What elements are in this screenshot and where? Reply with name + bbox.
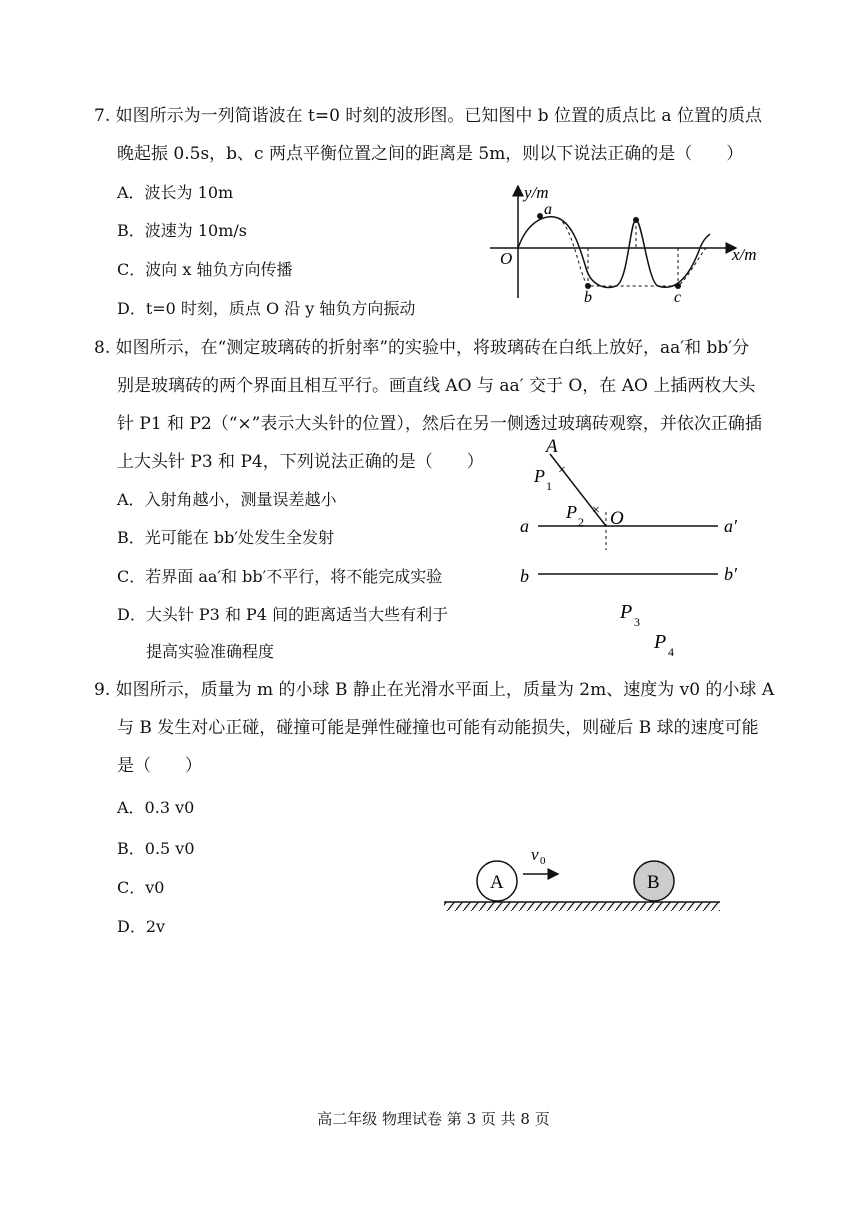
q8-option-d: D．大头针 P3 和 P4 间的距离适当大些有利于 (117, 605, 449, 624)
q9-ball-a-label: A (490, 872, 504, 893)
page-footer: 高二年级 物理试卷 第 3 页 共 8 页 (317, 1110, 550, 1128)
q8-glass-figure (508, 434, 768, 664)
q7-origin-label: O (500, 249, 513, 268)
q8-stem-line-4: 上大头针 P3 和 P4，下列说法正确的是（ ） (117, 452, 484, 472)
q7-y-label: y/m (524, 183, 549, 202)
q7-option-b: B．波速为 10m/s (117, 221, 247, 240)
q8-label-P3-sub: 3 (634, 615, 640, 629)
q7-stem-line-2: 晚起振 0.5s，b、c 两点平衡位置之间的距离是 5m，则以下说法正确的是（ ） (117, 144, 744, 164)
q8-label-b: b (520, 566, 529, 586)
q7-option-a: A．波长为 10m (117, 183, 234, 202)
q8-label-b-prime: b′ (724, 564, 737, 584)
q8-stem-line-3: 针 P1 和 P2（“×”表示大头针的位置），然后在另一侧透过玻璃砖观察，并依次正确插 (117, 414, 762, 434)
q8-option-a: A．入射角越小，测量误差越小 (117, 490, 337, 509)
q8-label-P2-sub: 2 (578, 515, 584, 529)
q9-velocity-label: v (531, 845, 539, 864)
q9-stem-line-3: 是（ ） (117, 756, 202, 776)
q8-stem-line-2: 别是玻璃砖的两个界面且相互平行。画直线 AO 与 aa′ 交于 O，在 AO 上插两枚大头 (117, 376, 756, 396)
q9-option-c: C．v0 (117, 878, 165, 897)
q8-stem-line-1: 8. 如图所示，在“测定玻璃砖的折射率”的实验中，将玻璃砖在白纸上放好，aa′和 bb′分 (94, 338, 750, 358)
q8-label-O: O (610, 508, 624, 529)
q8-option-d-cont: 提高实验准确程度 (146, 642, 275, 661)
q7-a-label: a (544, 201, 552, 218)
q7-b-label: b (584, 289, 592, 306)
q9-ground-hatch (444, 902, 720, 911)
q8-option-c: C．若界面 aa′和 bb′不平行，将不能完成实验 (117, 567, 443, 586)
q7-stem-line-1: 7. 如图所示为一列简谐波在 t=0 时刻的波形图。已知图中 b 位置的质点比 a 位置的质点 (94, 106, 762, 126)
q8-label-a-prime: a′ (724, 516, 737, 536)
q8-p1-pin: × (558, 463, 566, 478)
q8-label-P4-sub: 4 (668, 645, 674, 659)
q7-wave-figure (488, 178, 778, 308)
q9-option-b: B．0.5 v0 (117, 839, 195, 858)
q8-label-A: A (546, 436, 558, 457)
q8-label-P4: P (654, 631, 667, 653)
q8-label-P3: P (620, 601, 633, 623)
q8-label-P1-sub: 1 (546, 479, 552, 493)
q7-option-d: D．t=0 时刻，质点 O 沿 y 轴负方向振动 (117, 299, 416, 318)
q9-collision-figure (440, 840, 730, 920)
q8-option-b: B．光可能在 bb′处发生全发射 (117, 528, 334, 547)
q8-label-a: a (520, 516, 529, 536)
q9-stem-line-1: 9. 如图所示，质量为 m 的小球 B 静止在光滑水平面上，质量为 2m、速度为 v0 的小球 A (94, 680, 775, 700)
q9-option-a: A．0.3 v0 (117, 798, 195, 817)
q8-p2-pin: × (592, 503, 600, 518)
q7-c-label: c (674, 289, 682, 306)
q7-peak-point (633, 217, 639, 223)
q9-stem-line-2: 与 B 发生对心正碰，碰撞可能是弹性碰撞也可能有动能损失，则碰后 B 球的速度可能 (117, 718, 759, 738)
q9-velocity-sub: 0 (540, 855, 546, 867)
q7-x-label: x/m (732, 245, 757, 264)
q9-option-d: D．2v (117, 917, 166, 936)
q9-ball-b-label: B (647, 872, 660, 893)
q7-wave-curve (518, 217, 710, 288)
q8-label-P1: P (534, 466, 545, 486)
q8-label-P2: P (566, 502, 577, 522)
q7-point-a (537, 213, 543, 219)
q7-option-c: C．波向 x 轴负方向传播 (117, 260, 293, 279)
